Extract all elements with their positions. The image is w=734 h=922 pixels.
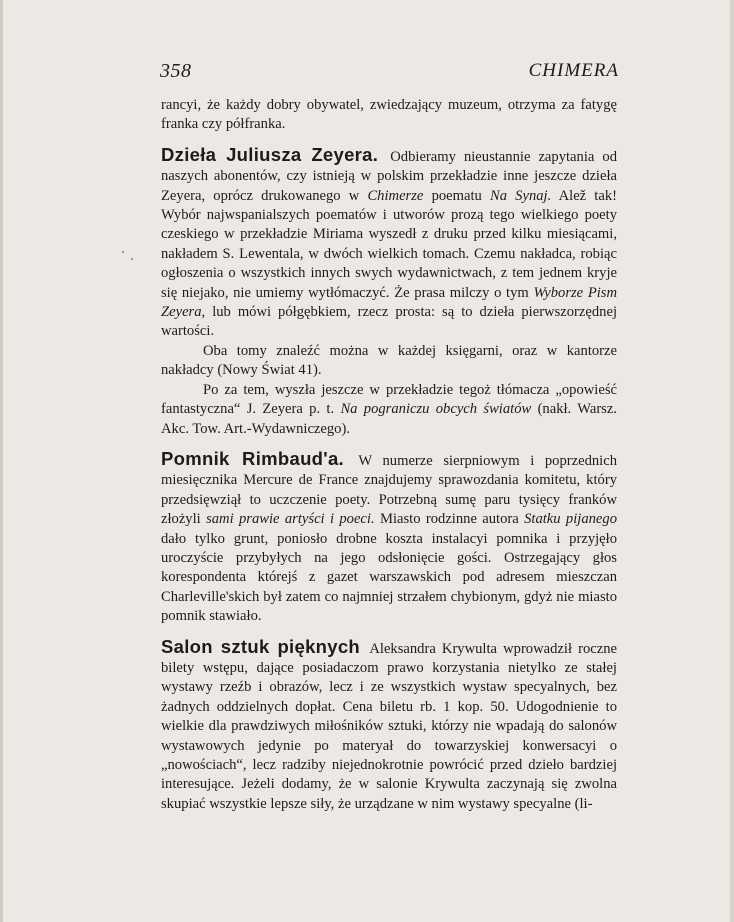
page-number: 358 [160, 60, 192, 82]
zeyer-text-c: poematu [431, 187, 482, 204]
text-body [161, 96, 617, 814]
scan-edge-left [0, 0, 3, 922]
salon-text: Aleksandra Krywulta wprowadził roczne bilety wstępu, dające posiadaczom prawo korzystania nietylko ze stałej wystawy rzeźb i obrazów, lecz i ze wszystkich wystaw specyalnych, bez żadnych oddzielnych dopłat. Cena biletu rb. 1 kop. 50. Udogodnienie to wielkie dla prawdziwych miłośników sztuki, którzy nie wpadają do salonów wystawowych jedynie po materyał do towarzyskiej konwersacyi o „nowościach“, lecz radziby niejednokrotnie powrócić przed dzieło bardziej interesujące. Jeżeli dodamy, że w salonie Krywulta zaczynają się zwolna skupiać wszystkie lepsze siły, że urządzane w nim wystawy specyalne (li- [161, 640, 617, 812]
rimbaud-text-c: Miasto rodzinne autora [379, 511, 519, 528]
zeyer-text-e: Alež tak! Wybór najwspanialszych poematów i utworów prozą tego wielkiego poety czeskiego w przekładzie Miriama wyszedł z druku przed kilku miesiącami, nakładem S. Lewentala, w dwóch wielkich tomach. Czemu nakładca, robiąc ogłoszenia o wszystkich innych swych wydawnictwach, z tem jednem kryje się niejako, nie umiemy wytłómaczyć. Że prasa milczy o tym [161, 187, 617, 301]
rimbaud-text-statku: Statku pijanego [524, 511, 618, 528]
section-zeyer [161, 145, 617, 439]
zeyer-text-a: Odbieramy nieustannie zapytania od naszych abonentów, czy istnieją w polskim przekładzie inne jeszcze dzieła Zeyera, oprócz drukowanego w [161, 148, 617, 204]
zeyer-paragraph-1 [161, 145, 617, 342]
intro-paragraph: rancyi, że każdy dobry obywatel, zwiedzający muzeum, otrzyma za fatygę franka czy półfranka. [161, 97, 617, 133]
rimbaud-text-e: dało tylko grunt, poniosło drobne koszta instalacyi pomnika i przyjęło uroczyście przybyłych na jego odsłonięcie gości. Ostrzegający głos korespondenta którejś z gazet warszawskich pod adresem mieszczan Charleville'skich był zatem co najmniej strzałem chybionym, gdyż nie miasto pomnik stawiało. [161, 530, 617, 625]
zeyer-text-g: lub mówi półgębkiem, rzecz prosta: są to dzieła pierwszorzędnej wartości. [161, 304, 617, 340]
zeyer-text-3c: (nakł. Warsz. Akc. Tow. Art.-Wydawniczego). [161, 401, 617, 437]
scan-speck [131, 258, 133, 260]
page-header [160, 60, 619, 84]
rimbaud-paragraph [161, 449, 617, 627]
zeyer-heading: Dzieła Juliusza Zeyera. [161, 143, 379, 165]
section-rimbaud [161, 449, 617, 627]
section-salon [161, 637, 617, 815]
zeyer-text-wyborze: Wyborze Pism Zeyera, [161, 284, 618, 321]
salon-paragraph [161, 637, 617, 815]
zeyer-text-pograniczu: Na pograniczu obcych światów [340, 401, 532, 418]
running-head: CHIMERA [528, 60, 619, 81]
rimbaud-text-artysci: sami prawie artyści i poeci. [206, 511, 375, 528]
scan-edge-right [730, 0, 734, 922]
zeyer-text-3a: Po za tem, wyszła jeszcze w przekładzie tegoż tłómacza „opowieść fantastyczna“ J. Zeyera p. t. [161, 381, 617, 418]
zeyer-paragraph-3 [161, 381, 617, 439]
zeyer-paragraph-2: Oba tomy znaleźć można w każdej księgarni, oraz w kantorze nakładcy (Nowy Świat 41). [161, 342, 617, 379]
zeyer-text-chimerze: Chimerze [367, 187, 424, 204]
scan-speck [122, 251, 124, 253]
rimbaud-text-a: W numerze sierpniowym i poprzednich miesięcznika Mercure de France znajdujemy sprawozdania komitetu, który przedsięwziął to uczczenie poety. Potrzebną sumę paru tysięcy franków złożyli [161, 452, 617, 528]
salon-heading: Salon sztuk pięknych [161, 635, 361, 657]
rimbaud-heading: Pomnik Rimbaud'a. [161, 447, 345, 469]
zeyer-text-na-synaj: Na Synaj. [489, 187, 552, 204]
